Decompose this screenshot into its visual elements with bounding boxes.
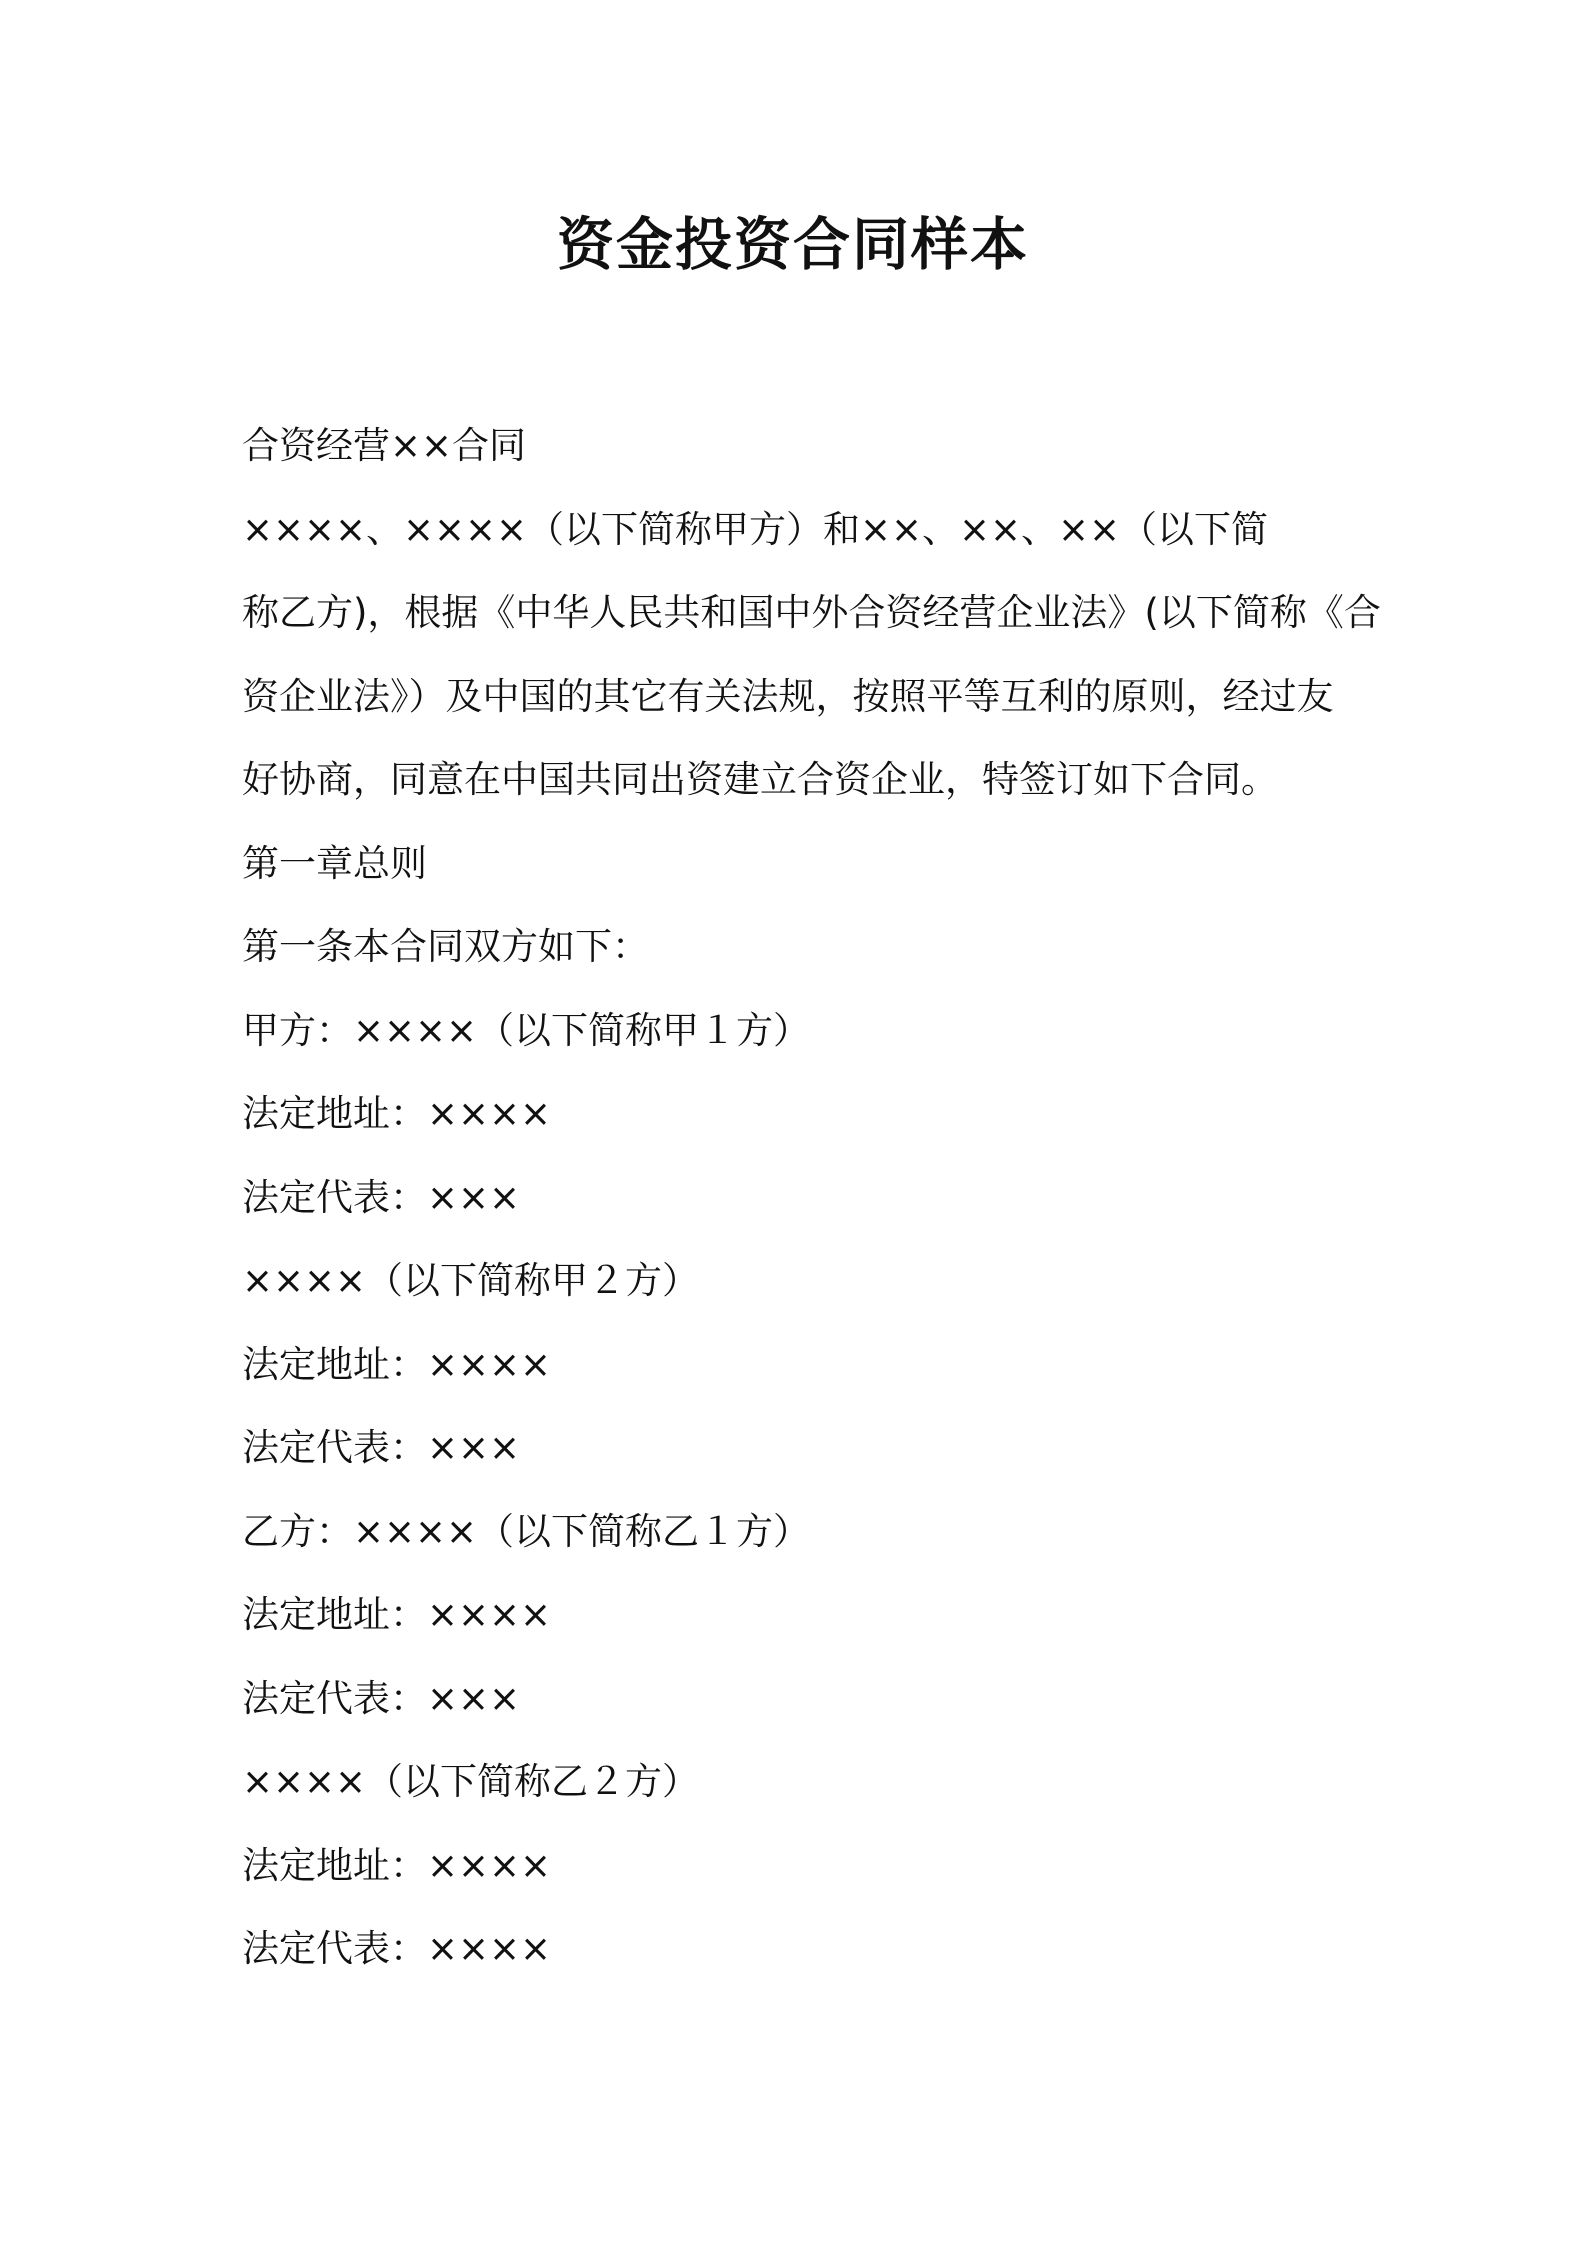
document-body [242,404,1381,1991]
article-heading: 第一条本合同双方如下： [242,925,649,968]
preamble-line-4: 好协商，同意在中国共同出资建立合资企业，特签订如下合同。 [242,758,1278,801]
party-b1-name: 乙方：××××（以下简称乙１方） [242,1509,811,1553]
contract-name-line: 合资经营××合同 [242,424,527,467]
party-a1-address: 法定地址：×××× [242,1092,552,1135]
party-a1-name: 甲方：××××（以下简称甲１方） [242,1008,811,1052]
party-b2-address: 法定地址：×××× [242,1843,552,1887]
party-b1-representative: 法定代表：××× [242,1676,521,1720]
party-a2-address: 法定地址：×××× [242,1342,552,1386]
party-b2-representative: 法定代表：×××× [242,1927,552,1970]
party-a1-representative: 法定代表：××× [242,1175,521,1219]
party-b2-name: ××××（以下简称乙２方） [242,1760,700,1803]
preamble-line-1: ××××、××××（以下简称甲方）和××、××、××（以下简 [242,507,1269,551]
preamble-line-3: 资企业法》）及中国的其它有关法规，按照平等互利的原则，经过友 [242,674,1334,718]
party-b1-address: 法定地址：×××× [242,1593,552,1636]
party-a2-representative: 法定代表：××× [242,1426,521,1469]
chapter-heading: 第一章总则 [242,841,427,885]
party-a2-name: ××××（以下简称甲２方） [242,1259,700,1302]
document-title: 资金投资合同样本 [557,212,1029,278]
preamble-line-2: 称乙方)，根据《中华人民共和国中外合资经营企业法》(以下简称《合 [242,591,1381,634]
